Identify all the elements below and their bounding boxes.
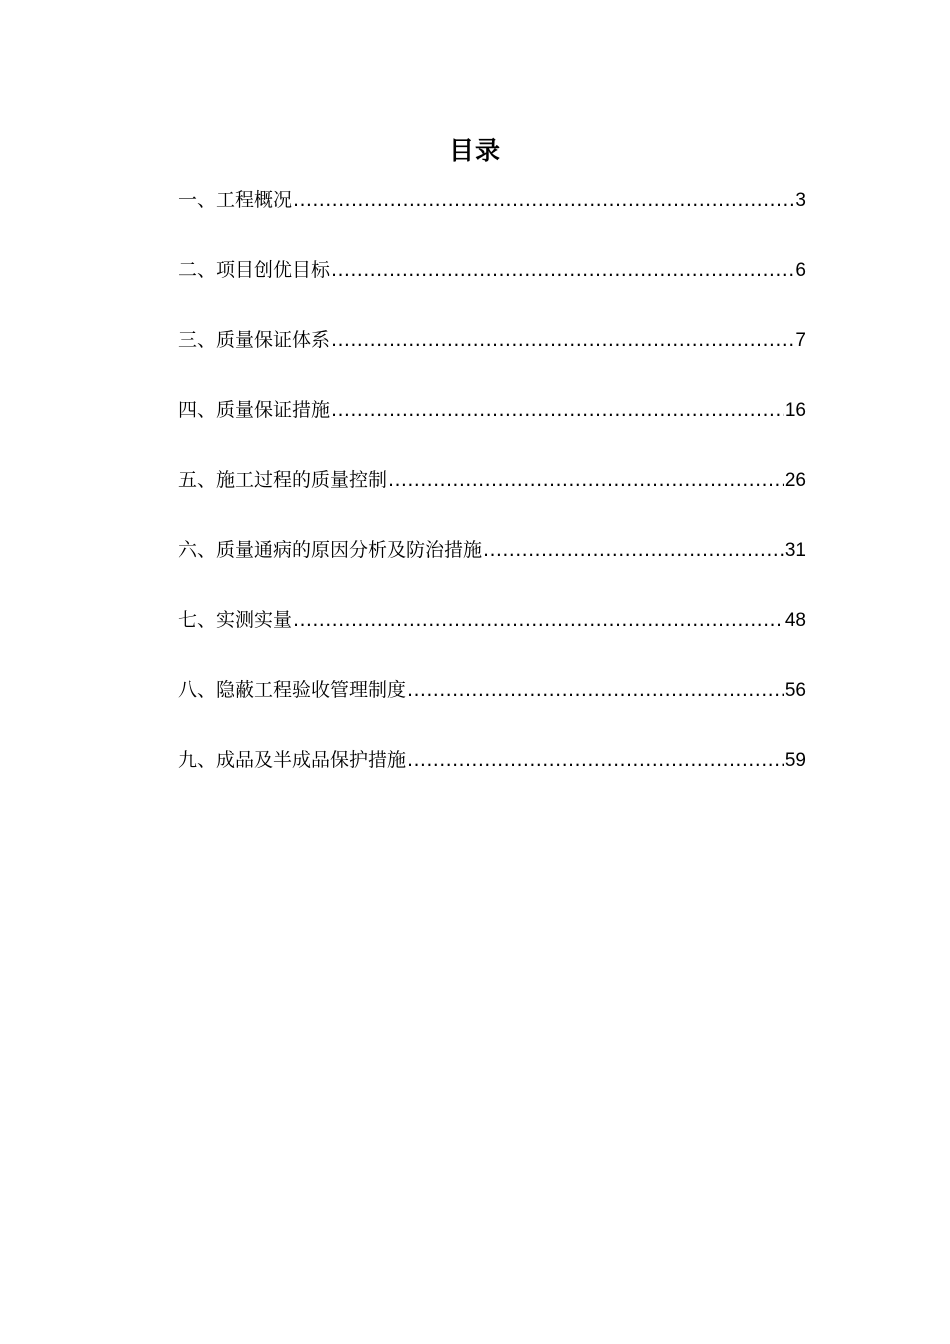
toc-entry-label: 五、施工过程的质量控制 [178, 469, 388, 491]
toc-entry-label: 九、成品及半成品保护措施 [178, 749, 407, 771]
toc-entry-label: 六、质量通病的原因分析及防治措施 [178, 539, 483, 561]
toc-dot-leader [293, 184, 794, 216]
toc-dot-leader [331, 254, 794, 286]
table-of-contents [178, 184, 806, 814]
toc-entry-7[interactable] [178, 604, 806, 674]
toc-entry-3[interactable] [178, 324, 806, 394]
toc-entry-5[interactable] [178, 464, 806, 534]
toc-entry-page: 6 [795, 260, 806, 281]
toc-entry-page: 3 [795, 190, 806, 211]
toc-dot-leader [388, 464, 784, 496]
toc-entry-label: 二、项目创优目标 [178, 259, 331, 281]
toc-entry-label: 四、质量保证措施 [178, 399, 331, 421]
toc-entry-1[interactable] [178, 184, 806, 254]
toc-entry-6[interactable] [178, 534, 806, 604]
toc-dot-leader [293, 604, 784, 636]
toc-entry-label: 七、实测实量 [178, 609, 293, 631]
toc-entry-page: 7 [795, 330, 806, 351]
toc-dot-leader [407, 674, 784, 706]
toc-entry-4[interactable] [178, 394, 806, 464]
toc-dot-leader [331, 394, 784, 426]
toc-entry-page: 56 [784, 680, 806, 701]
toc-entry-label: 八、隐蔽工程验收管理制度 [178, 679, 407, 701]
toc-entry-page: 59 [784, 750, 806, 771]
toc-entry-8[interactable] [178, 674, 806, 744]
toc-entry-page: 48 [784, 610, 806, 631]
toc-entry-page: 16 [784, 400, 806, 421]
toc-title: 目录 [448, 136, 501, 165]
toc-entry-label: 三、质量保证体系 [178, 329, 331, 351]
toc-dot-leader [331, 324, 794, 356]
toc-entry-page: 26 [784, 470, 806, 491]
toc-entry-page: 31 [784, 540, 806, 561]
toc-dot-leader [407, 744, 784, 776]
toc-dot-leader [483, 534, 784, 566]
toc-entry-9[interactable] [178, 744, 806, 814]
toc-entry-2[interactable] [178, 254, 806, 324]
toc-entry-label: 一、工程概况 [178, 189, 293, 211]
